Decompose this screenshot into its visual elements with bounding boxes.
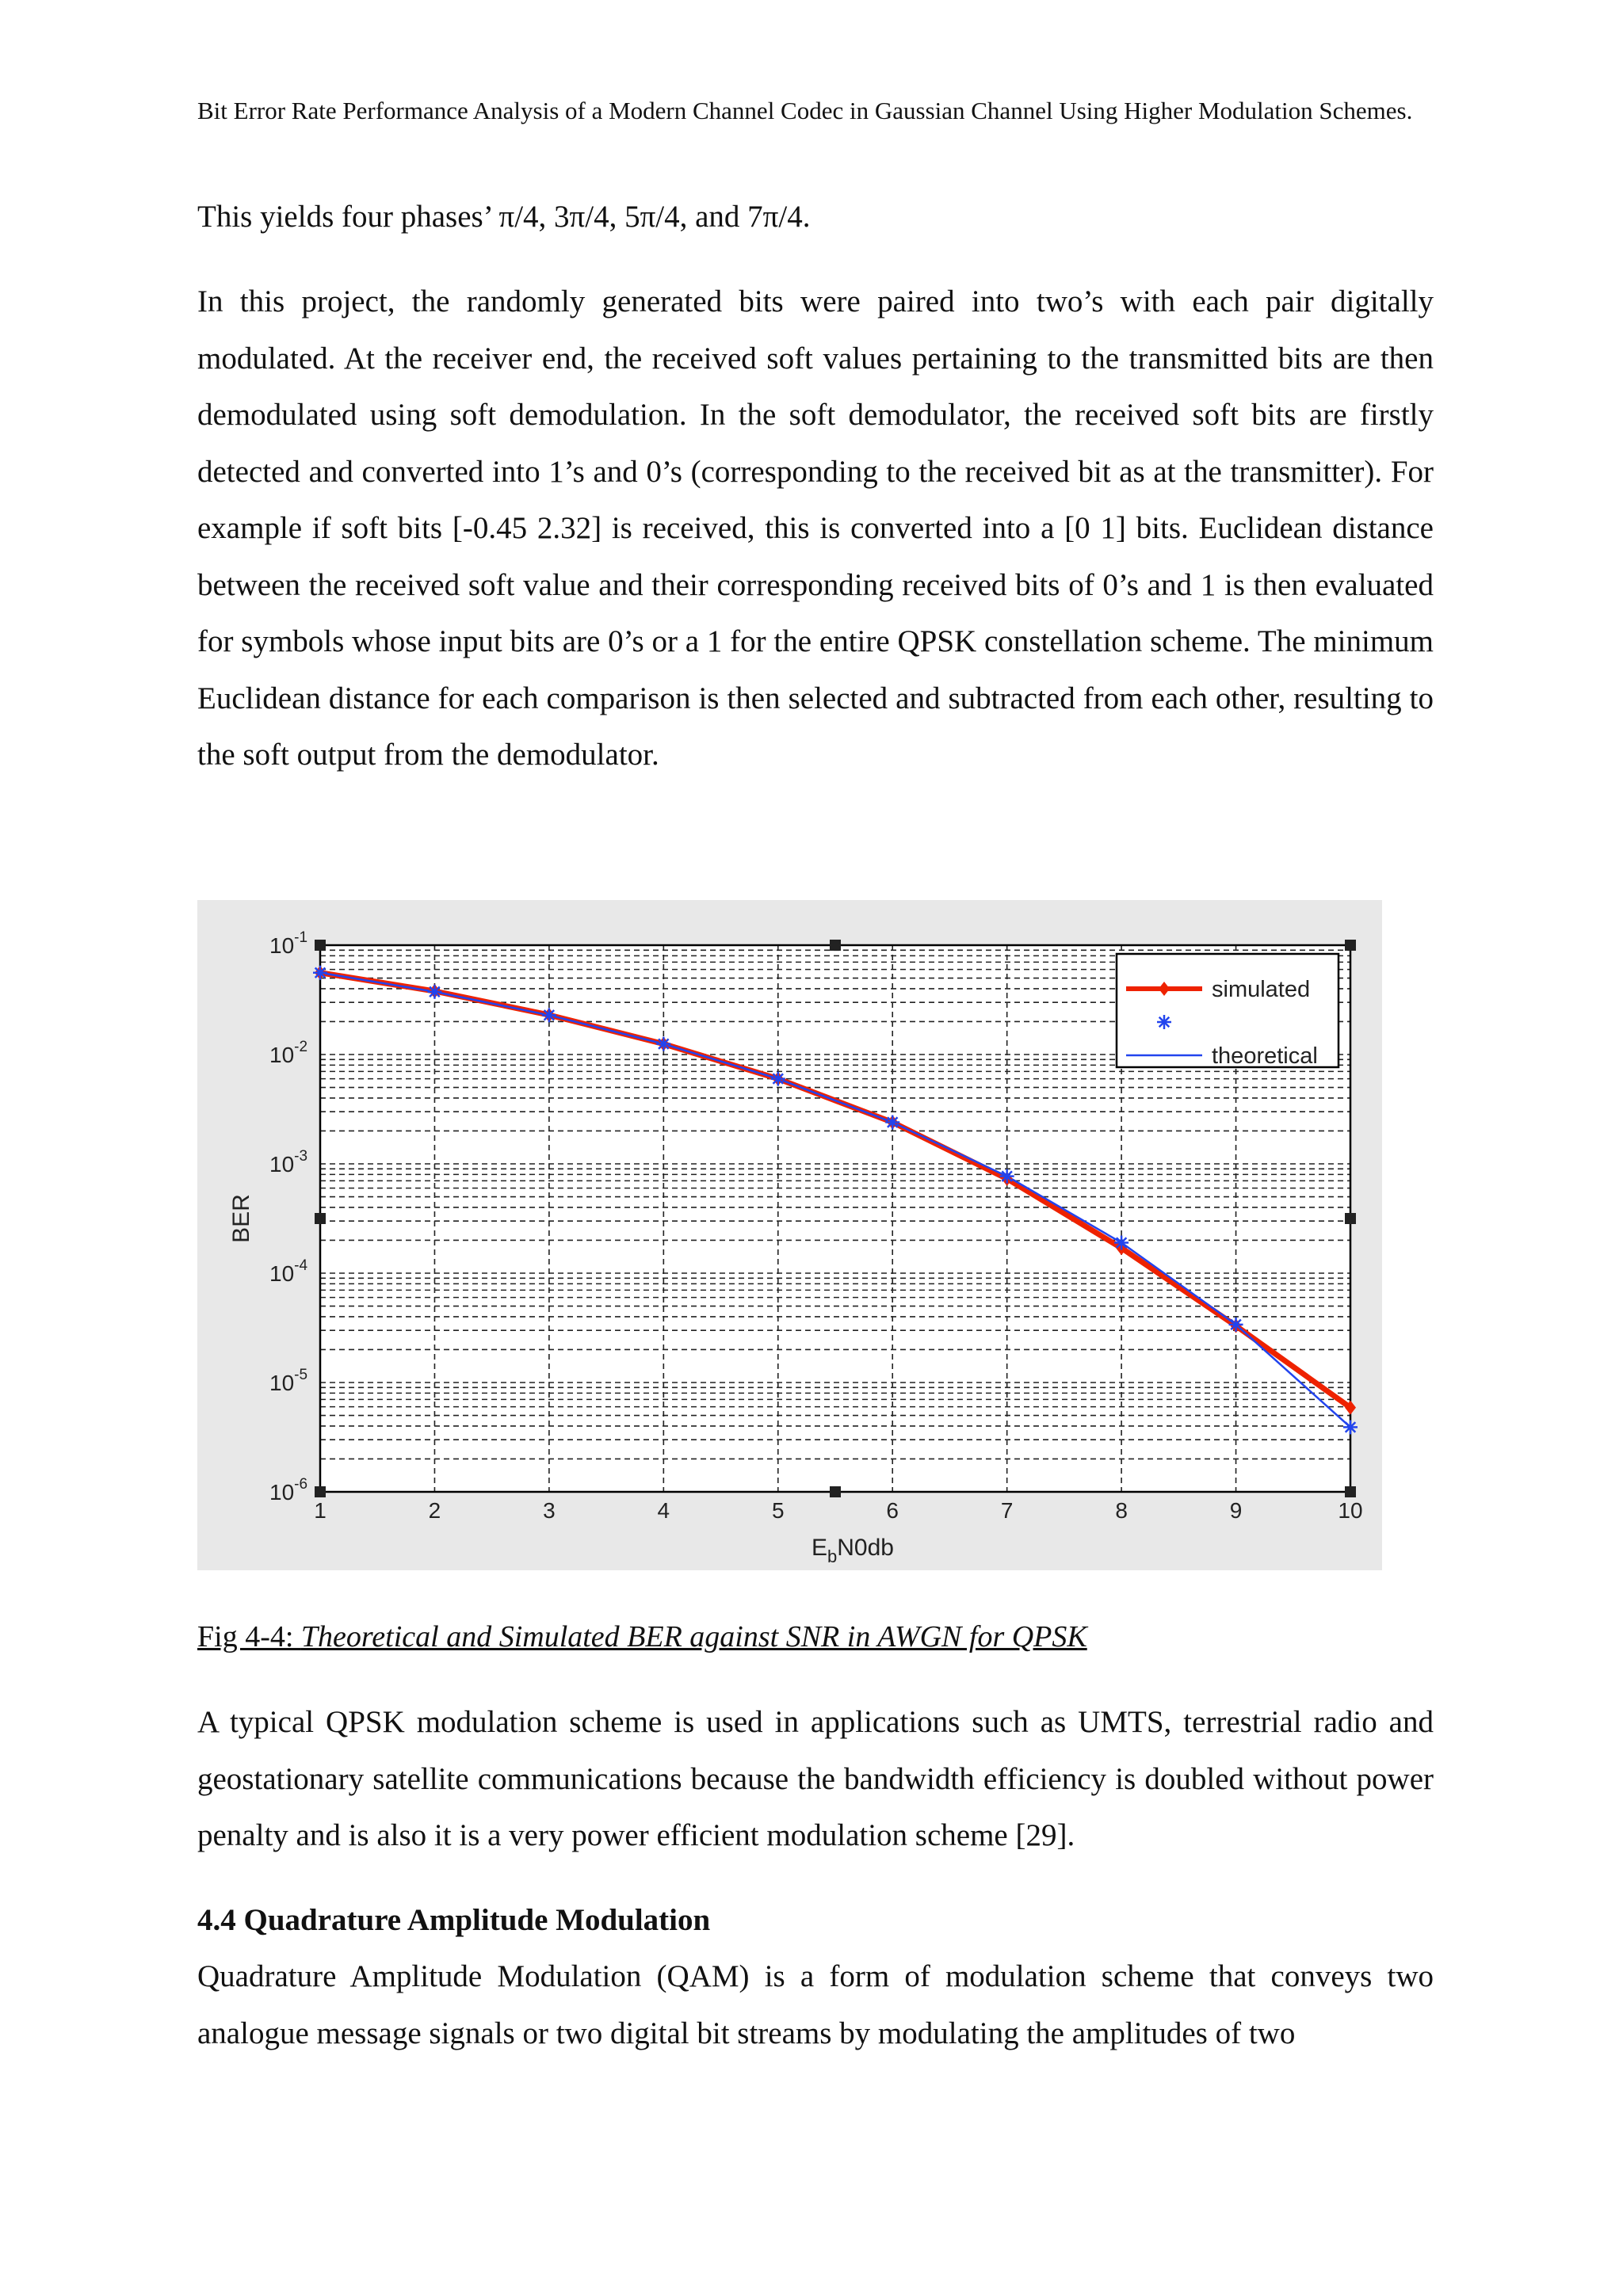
resize-handle xyxy=(1345,940,1356,951)
x-tick-label: 9 xyxy=(1229,1498,1243,1523)
x-tick-label: 1 xyxy=(314,1498,327,1523)
y-tick-label: $10^{-4}$ xyxy=(269,1257,308,1286)
paragraph-3-text: Quadrature Amplitude Modulation (QAM) is a form of modulation scheme that conveys two analogue message signals or two digital bit streams by modulating the amplitudes of two xyxy=(197,1959,1434,2050)
paragraph-applications xyxy=(197,1694,1434,1864)
running-header: Bit Error Rate Performance Analysis of a Modern Channel Codec in Gaussian Channel Using Higher Modulation Schemes. xyxy=(197,97,1413,124)
x-tick-label: 4 xyxy=(657,1498,670,1523)
caption-label: Fig 4-4: xyxy=(197,1620,301,1653)
x-tick-label: 7 xyxy=(1000,1498,1014,1523)
resize-handle xyxy=(315,1486,326,1497)
resize-handle xyxy=(830,1486,841,1497)
legend-theoretical-label: theoretical xyxy=(1212,1043,1318,1069)
x-axis-label: $E_bN0db$ xyxy=(812,1535,894,1566)
paragraph-qam xyxy=(197,1948,1434,2061)
paragraph-demodulation xyxy=(197,273,1434,784)
x-tick-label: 6 xyxy=(886,1498,899,1523)
ber-figure xyxy=(197,900,1382,1570)
y-tick-label: $10^{-1}$ xyxy=(269,929,308,958)
y-tick-label: $10^{-2}$ xyxy=(269,1039,308,1067)
y-axis-label: BER xyxy=(228,1194,254,1243)
paragraph-1-text: In this project, the randomly generated bits were paired into two’s with each pair digitally modulated. At the receiver end, the received soft values pertaining to the transmitted bits are then demodulated using soft demodulation. In the soft demodulator, the received soft bits are firstly detected and converted into 1’s and 0’s (corresponding to the received bit as at the transmitter). For example if soft bits [-0.45 2.32] is received, this is converted into a [0 1] bits. Euclidean distance between the received soft value and their corresponding received bits of 0’s and 1 is then evaluated for symbols whose input bits are 0’s or a 1 for the entire QPSK constellation scheme. The minimum Euclidean distance for each comparison is then selected and subtracted from each other, resulting to the soft output from the demodulator. xyxy=(197,284,1434,772)
legend-simulated-label: simulated xyxy=(1212,977,1311,1002)
x-tick-label: 3 xyxy=(543,1498,556,1523)
x-tick-label: 8 xyxy=(1115,1498,1128,1523)
figure-caption xyxy=(197,1618,1087,1656)
legend xyxy=(1117,954,1338,1069)
section-heading: 4.4 Quadrature Amplitude Modulation xyxy=(197,1903,711,1937)
resize-handle xyxy=(315,1213,326,1224)
resize-handle xyxy=(1345,1213,1356,1224)
x-tick-label: 5 xyxy=(771,1498,785,1523)
caption-text: Theoretical and Simulated BER against SNR in AWGN for QPSK xyxy=(300,1620,1087,1653)
resize-handle xyxy=(1345,1486,1356,1497)
x-tick-labels xyxy=(314,1498,1362,1523)
paragraph-2-text: A typical QPSK modulation scheme is used in applications such as UMTS, terrestrial radio and geostationary satellite communications because the bandwidth efficiency is doubled without power penalty and is also it is a very power efficient modulation scheme [29]. xyxy=(197,1705,1434,1852)
y-tick-label: $10^{-5}$ xyxy=(269,1367,308,1395)
resize-handle xyxy=(315,940,326,951)
x-tick-label: 10 xyxy=(1338,1498,1363,1523)
y-tick-label: $10^{-3}$ xyxy=(269,1148,308,1177)
resize-handle xyxy=(830,940,841,951)
y-tick-labels xyxy=(269,929,307,1505)
x-tick-label: 2 xyxy=(428,1498,441,1523)
ber-chart xyxy=(197,900,1382,1570)
y-tick-label: $10^{-6}$ xyxy=(269,1476,308,1505)
phases-line: This yields four phases’ π/4, 3π/4, 5π/4, and 7π/4. xyxy=(197,200,811,234)
